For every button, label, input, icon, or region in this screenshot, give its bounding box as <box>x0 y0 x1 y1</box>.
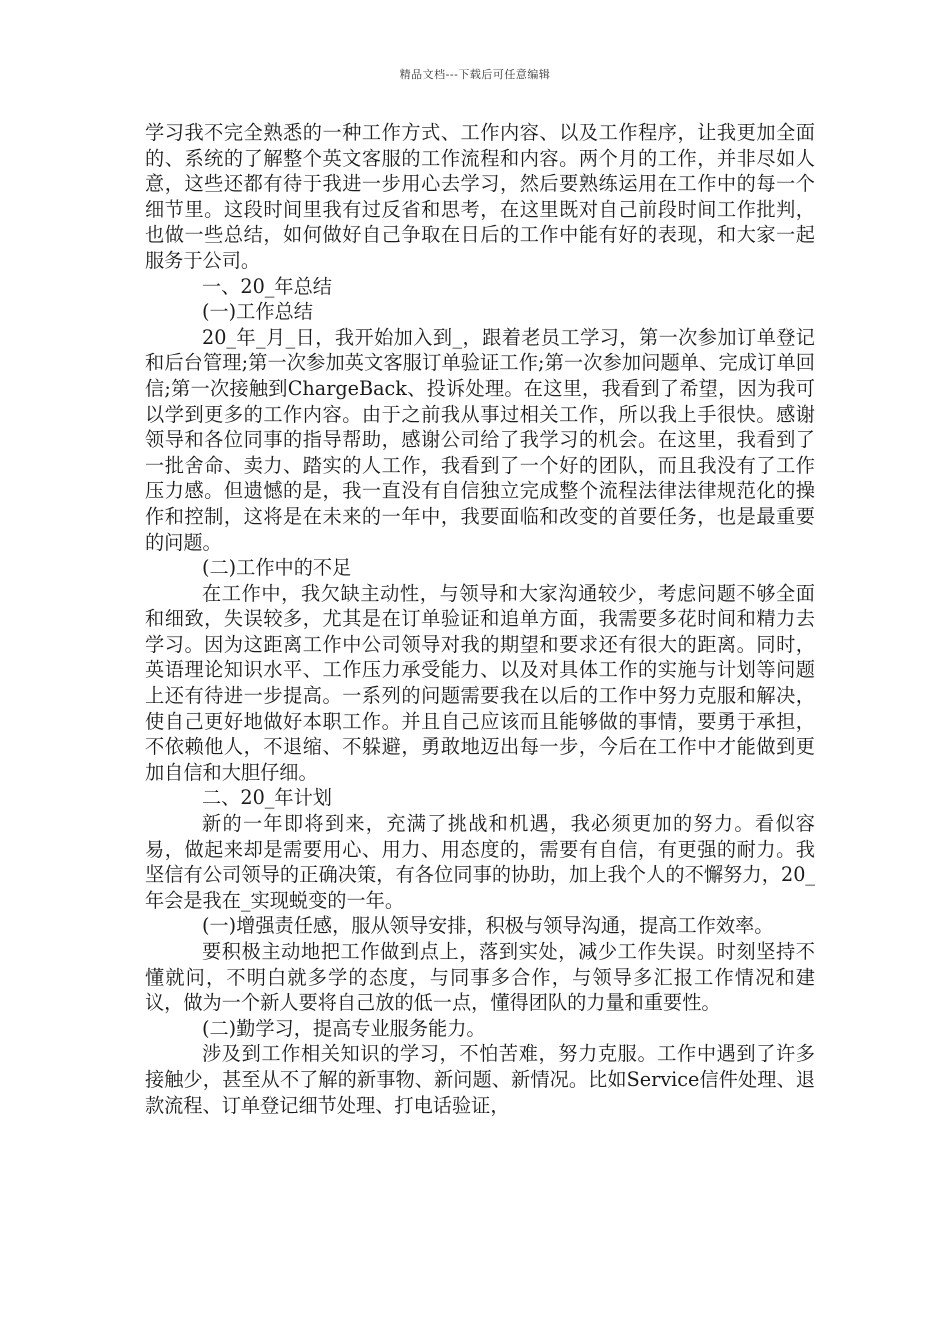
paragraph-plan-intro: 新的一年即将到来，充满了挑战和机遇，我必须更加的努力。看似容易，做起来却是需要用心、用力、用态度的，需要有自信，有更强的耐力。我坚信有公司领导的正确决策，有各位同事的协助，加上我个人的不懈努力，20_年会是我在_实现蜕变的一年。 <box>145 812 815 912</box>
subheading-work-summary: (一)工作总结 <box>202 300 313 324</box>
paragraph-intro: 学习我不完全熟悉的一种工作方式、工作内容、以及工作程序，让我更加全面的、系统的了解整个英文客服的工作流程和内容。两个月的工作，并非尽如人意，这些还都有待于我进一步用心去学习，然后要熟练运用在工作中的每一个细节里。这段时间里我有过反省和思考，在这里既对自己前段时间工作批判，也做一些总结，如何做好自己争取在日后的工作中能有好的表现，和大家一起服务于公司。 <box>145 121 815 272</box>
heading-year-summary: 一、20_年总结 <box>202 274 332 298</box>
paragraph-study: 涉及到工作相关知识的学习，不怕苦难，努力克服。工作中遇到了许多接触少，甚至从不了解的新事物、新问题、新情况。比如Service信件处理、退款流程、订单登记细节处理、打电话验证， <box>145 1042 815 1117</box>
heading-year-plan: 二、20_年计划 <box>202 786 332 810</box>
page-header: 精品文档---下载后可任意编辑 <box>399 68 551 81</box>
paragraph-responsibility: 要积极主动地把工作做到点上，落到实处，减少工作失误。时刻坚持不懂就问，不明白就多学的态度，与同事多合作，与领导多汇报工作情况和建议，做为一个新人要将自己放的低一点，懂得团队的力量和重要性。 <box>145 940 815 1015</box>
document-body <box>145 120 815 1118</box>
paragraph-shortcomings: 在工作中，我欠缺主动性，与领导和大家沟通较少，考虑问题不够全面和细致，失误较多，尤其是在订单验证和追单方面，我需要多花时间和精力去学习。因为这距离工作中公司领导对我的期望和要求还有很大的距离。同时，英语理论知识水平、工作压力承受能力、以及对具体工作的实施与计划等问题上还有待进一步提高。一系列的问题需要我在以后的工作中努力克服和解决，使自己更好地做好本职工作。并且自己应该而且能够做的事情，要勇于承担，不依赖他人，不退缩、不躲避，勇敢地迈出每一步，今后在工作中才能做到更加自信和大胆仔细。 <box>145 581 815 784</box>
subheading-study: (二)勤学习，提高专业服务能力。 <box>202 1016 486 1040</box>
paragraph-work-summary: 20_年_月_日，我开始加入到_，跟着老员工学习，第一次参加订单登记和后台管理;第一次参加英文客服订单验证工作;第一次参加问题单、完成订单回信;第一次接触到ChargeBack、投诉处理。在这里，我看到了希望，因为我可以学到更多的工作内容。由于之前我从事过相关工作，所以我上手很快。感谢领导和各位同事的指导帮助，感谢公司给了我学习的机会。在这里，我看到了一批舍命、卖力、踏实的人工作，我看到了一个好的团队，而且我没有了工作压力感。但遗憾的是，我一直没有自信独立完成整个流程法律法律规范化的操作和控制，这将是在未来的一年中，我要面临和改变的首要任务，也是最重要的问题。 <box>145 325 815 554</box>
subheading-shortcomings: (二)工作中的不足 <box>202 556 352 580</box>
subheading-responsibility: (一)增强责任感，服从领导安排，积极与领导沟通，提高工作效率。 <box>202 914 774 938</box>
